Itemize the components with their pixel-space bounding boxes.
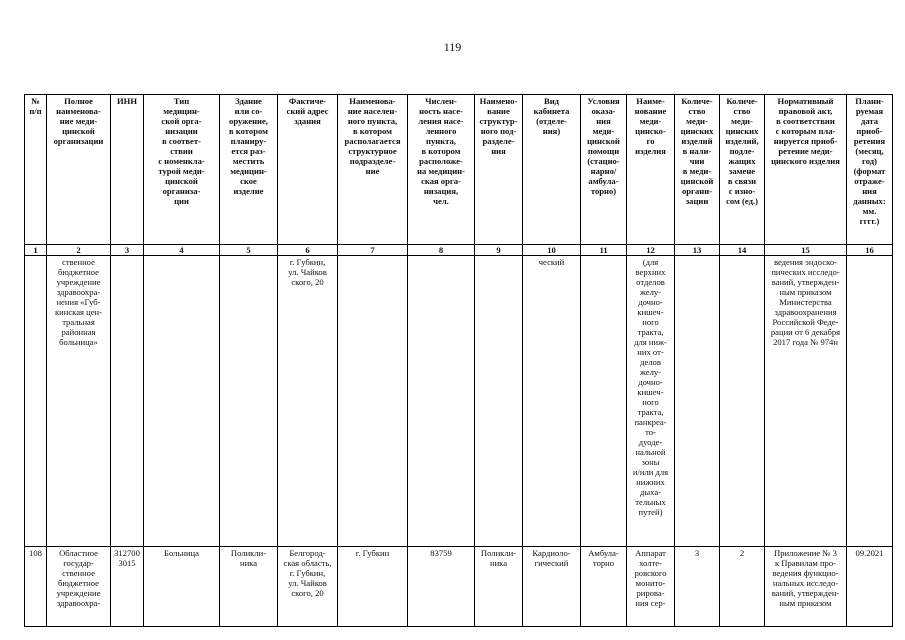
cell-cabinet-type: Кардиоло- гический (523, 547, 581, 627)
col-header-building: Здание или со- оружение, в котором планиру- ется раз- местить медицин- ское изделие (220, 95, 278, 245)
column-number: 15 (765, 245, 847, 256)
col-header-planned-date: Плани- руемая дата приоб- ретения (месяц, год) (формат отраже- ния данных: мм. гггг.) (847, 95, 893, 245)
column-number: 11 (581, 245, 627, 256)
col-header-device-name: Наиме- нование меди- цинско- го изделия (627, 95, 675, 245)
column-number: 8 (408, 245, 475, 256)
cell-legal-act: ведения эндоско- пических исследо- ваний, утвержден- ным приказом Министерства здравоохранения Российской Феде- рации от 6 декабря 2017 года № 974н (765, 256, 847, 547)
cell-devices-available: 3 (675, 547, 720, 627)
cell-care-conditions: Амбула- торно (581, 547, 627, 627)
cell-planned-date: 09.2021 (847, 547, 893, 627)
col-header-address: Фактиче- ский адрес здания (278, 95, 338, 245)
column-number: 13 (675, 245, 720, 256)
cell-inn: 312700 3015 (111, 547, 144, 627)
column-number: 3 (111, 245, 144, 256)
col-header-number: № п/п (25, 95, 47, 245)
page-number: 119 (443, 40, 462, 54)
col-header-care-conditions: Условия оказа- ния меди- цинской помощи (стацио- нарно/ амбула- торно) (581, 95, 627, 245)
column-number-row (25, 245, 893, 256)
cell-devices-replace: 2 (720, 547, 765, 627)
cell-cabinet-type: ческий (523, 256, 581, 547)
cell-building: Поликли- ника (220, 547, 278, 627)
table-row (25, 547, 893, 627)
column-number: 2 (47, 245, 111, 256)
cell-number (25, 256, 47, 547)
col-header-cabinet-type: Вид кабинета (отделе- ния) (523, 95, 581, 245)
cell-number: 108 (25, 547, 47, 627)
cell-org-type (144, 256, 220, 547)
col-header-org-name: Полное наименова- ние меди- цинской организации (47, 95, 111, 245)
column-number: 14 (720, 245, 765, 256)
cell-legal-act: Приложение № 3 к Правилам про- ведения функцио- нальных исследо- ваний, утвержден- ным приказом (765, 547, 847, 627)
col-header-org-type: Тип медицин- ской орга- низации в соответ- ствии с номенкла- турой меди- цинской организа- ции (144, 95, 220, 245)
col-header-inn: ИНН (111, 95, 144, 245)
cell-inn (111, 256, 144, 547)
table-row (25, 256, 893, 547)
cell-org-name: ственное бюджетное учреждение здравоохра- нения «Губ- кинская цен- тральная районная больница» (47, 256, 111, 547)
column-number: 9 (475, 245, 523, 256)
cell-device-name: (для верхних отделов желу- дочно- кишеч- ного тракта, для ниж- них от- делов желу- дочно- кишеч- ного тракта, панкреа- то- дуоде- нальной зоны и/или для нижних дыха- тельных путей) (627, 256, 675, 547)
cell-org-type: Больница (144, 547, 220, 627)
cell-subdivision: Поликли- ника (475, 547, 523, 627)
cell-address: Белгород- ская область, г. Губкин, ул. Чайков ского, 20 (278, 547, 338, 627)
col-header-population: Числен- ность насе- ления насе- ленного пункта, в котором расположе- на медицин- ская орга- низация, чел. (408, 95, 475, 245)
column-number: 5 (220, 245, 278, 256)
cell-care-conditions (581, 256, 627, 547)
col-header-locality: Наименова- ние населен- ного пункта, в котором располагается структурное подразделе- ние (338, 95, 408, 245)
column-number: 6 (278, 245, 338, 256)
column-number: 16 (847, 245, 893, 256)
cell-building (220, 256, 278, 547)
header-row (25, 95, 893, 245)
column-number: 10 (523, 245, 581, 256)
column-number: 7 (338, 245, 408, 256)
col-header-legal-act: Нормативный правовой акт, в соответствии с которым пла- нируется приоб- ретение меди- цинского изделия (765, 95, 847, 245)
cell-devices-available (675, 256, 720, 547)
col-header-devices-replace: Количе- ство меди- цинских изделий, подле- жащих замене в связи с изно- сом (ед.) (720, 95, 765, 245)
cell-population (408, 256, 475, 547)
cell-planned-date (847, 256, 893, 547)
column-number: 12 (627, 245, 675, 256)
cell-org-name: Областное государ- ственное бюджетное учреждение здравоохра- (47, 547, 111, 627)
column-number: 4 (144, 245, 220, 256)
column-number: 1 (25, 245, 47, 256)
col-header-subdivision: Наимено- вание структур- ного под- разделе- ния (475, 95, 523, 245)
cell-address: г. Губкин, ул. Чайков ского, 20 (278, 256, 338, 547)
cell-locality (338, 256, 408, 547)
col-header-devices-available: Количе- ство меди- цинских изделий в нали- чии в меди- цинской органи- зации (675, 95, 720, 245)
cell-subdivision (475, 256, 523, 547)
cell-locality: г. Губкин (338, 547, 408, 627)
cell-device-name: Аппарат холте- ровского монито- рирова- ния сер- (627, 547, 675, 627)
cell-population: 83759 (408, 547, 475, 627)
register-table (24, 94, 893, 627)
cell-devices-replace (720, 256, 765, 547)
